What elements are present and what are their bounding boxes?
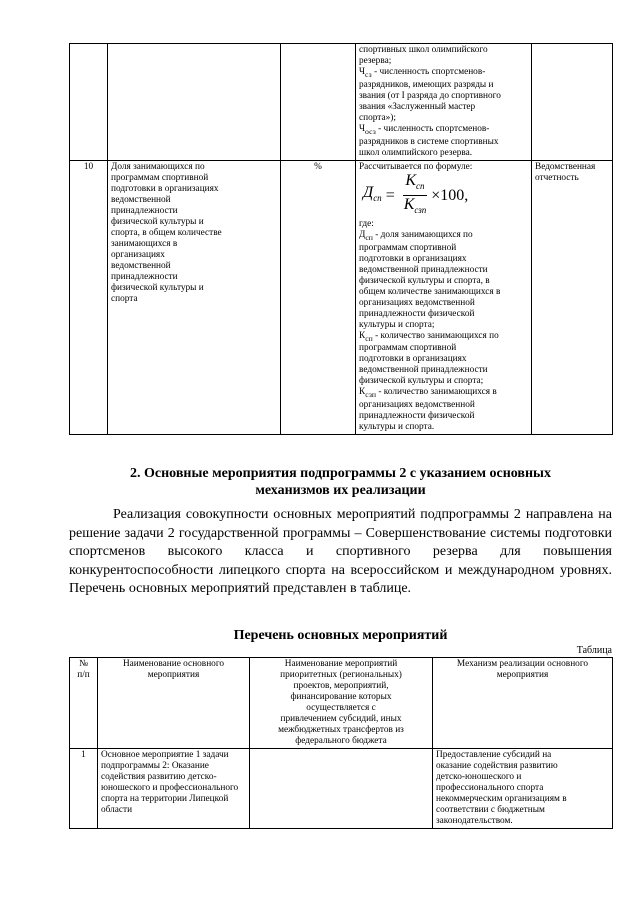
- mechanism-cell: [433, 749, 613, 829]
- body-paragraph: Реализация совокупности основных мероприятий подпрограммы 2 направлена на решение задачи 2 государственной программы – Совершенствование системы подготовки спортсменов высокого класса и спортивного резерва для повышения конкурентоспособности липецкого спорта на всероссийском и международном уровнях. Перечень основных мероприятий представлен в таблице.: [69, 507, 612, 597]
- text-line: где:: [359, 218, 374, 229]
- text-line: физической культуры и: [111, 216, 204, 227]
- text-line: проектов, мероприятий,: [293, 681, 389, 691]
- table-header-row: [70, 658, 613, 749]
- text-line: федерального бюджета: [295, 736, 387, 746]
- text-line: культуры и спорта;: [359, 319, 435, 330]
- text-line: $Ч_{сз}$ - численность спортсменов-: [359, 67, 486, 79]
- list-heading: Перечень основных мероприятий: [233, 628, 448, 643]
- row-number: 10: [70, 160, 108, 435]
- table-row: [70, 160, 613, 435]
- table-caption: Таблица: [576, 645, 612, 656]
- text-line: подготовки в организациях: [359, 253, 467, 264]
- table-row: [70, 749, 613, 829]
- text-line: Основное мероприятие 1 задачи: [101, 750, 229, 760]
- text-line: принадлежности физической: [359, 308, 475, 319]
- text-line: осуществляется с: [306, 703, 376, 713]
- text-line: детско-юношеского и: [436, 772, 522, 782]
- text-line: программам спортивной: [359, 242, 457, 253]
- text-line: оказание содействия развитию: [436, 761, 558, 771]
- method-heading: Рассчитывается по формуле:: [359, 161, 473, 172]
- text-line: межбюджетных трансфертов из: [278, 725, 404, 735]
- text-line: подготовки в организациях: [111, 183, 219, 194]
- text-line: Наименование мероприятий: [284, 659, 398, 669]
- text-line: некоммерческим организациям в: [436, 794, 567, 804]
- text-line: юношеского и профессионального: [101, 783, 239, 793]
- text-line: принадлежности: [111, 205, 178, 216]
- header-mechanism: [433, 658, 613, 749]
- text-line: области: [101, 805, 133, 815]
- text-line: ведомственной принадлежности: [359, 264, 488, 275]
- table-cell: [281, 44, 356, 161]
- measure-name-cell: [98, 749, 250, 829]
- text-line: спорта»);: [359, 112, 396, 123]
- text-line: принадлежности: [111, 271, 178, 282]
- text-line: разрядников в системе спортивных: [359, 136, 499, 147]
- text-line: №: [79, 659, 88, 669]
- text-line: законодательством.: [436, 816, 513, 826]
- text-line: Наименование основного: [122, 659, 225, 669]
- method-continuation-cell: [356, 44, 532, 161]
- text-line: $Ч_{осз}$ - численность спортсменов-: [359, 123, 490, 136]
- unit-cell: %: [281, 160, 356, 435]
- text-line: содействия развитию детско-: [101, 772, 217, 782]
- text-line: спорта: [111, 293, 138, 304]
- text-line: звания (от I разряда до спортивного: [359, 90, 501, 101]
- text-line: занимающихся в: [111, 238, 178, 249]
- text-line: разрядников, имеющих разряды и: [359, 79, 494, 90]
- text-line: отчетность: [535, 172, 579, 183]
- header-num: [70, 658, 98, 749]
- text-line: ведомственной: [111, 194, 171, 205]
- table-cell: [532, 44, 613, 161]
- text-line: $Д_{сп}$ - доля занимающихся по: [359, 229, 473, 242]
- text-line: спорта на территории Липецкой: [101, 794, 229, 804]
- text-line: физической культуры и: [111, 282, 204, 293]
- table-cell: [70, 44, 108, 161]
- text-line: подпрограммы 2: Оказание: [101, 761, 209, 771]
- text-line: физической культуры и спорта, в: [359, 275, 490, 286]
- section-heading: 2. Основные мероприятия подпрограммы 2 с указанием основных механизмов их реализации: [130, 466, 551, 498]
- text-line: Доля занимающихся по: [111, 161, 205, 172]
- text-line: мероприятия: [496, 670, 549, 680]
- source-cell: [532, 160, 613, 435]
- projects-cell: [250, 749, 433, 829]
- measures-table: [69, 657, 613, 829]
- text-line: программам спортивной: [111, 172, 209, 183]
- text-line: организациях ведомственной: [359, 297, 475, 308]
- text-line: принадлежности физической: [359, 411, 475, 422]
- header-name: [98, 658, 250, 749]
- text-line: ведомственной принадлежности: [359, 365, 488, 376]
- text-line: спорта, в общем количестве: [111, 227, 222, 238]
- text-line: Предоставление субсидий на: [436, 750, 552, 760]
- text-line: общем количестве занимающихся в: [359, 286, 501, 297]
- text-line: подготовки в организациях: [359, 354, 467, 365]
- text-line: п/п: [77, 670, 90, 680]
- text-line: резерва;: [359, 56, 392, 66]
- text-line: привлечением субсидий, иных: [280, 714, 402, 724]
- text-line: физической культуры и спорта;: [359, 376, 484, 387]
- text-line: $К_{сзп}$ - количество занимающихся в: [359, 387, 497, 400]
- text-line: Механизм реализации основного: [456, 659, 589, 669]
- text-line: финансирование которых: [290, 692, 392, 702]
- method-cell: [356, 160, 532, 435]
- text-line: мероприятия: [147, 670, 200, 680]
- text-line: звания «Заслуженный мастер: [359, 101, 476, 112]
- text-line: ведомственной: [111, 260, 171, 271]
- indicators-table: [69, 43, 613, 435]
- text-line: спортивных школ олимпийского: [359, 45, 488, 55]
- text-line: $К_{сп}$ - количество занимающихся по: [359, 330, 499, 343]
- row-number: 1: [70, 749, 98, 829]
- text-line: культуры и спорта.: [359, 422, 435, 433]
- text-line: организациях ведомственной: [359, 400, 475, 411]
- text-line: профессионального спорта: [436, 783, 544, 793]
- table-row: [70, 44, 613, 161]
- indicator-name-cell: [108, 160, 281, 435]
- text-line: Ведомственная: [535, 161, 596, 172]
- text-line: организациях: [111, 249, 165, 260]
- text-line: соответствии с бюджетным: [436, 805, 545, 815]
- text-line: школ олимпийского резерва.: [359, 147, 473, 158]
- text-line: приоритетных (региональных): [280, 670, 402, 680]
- formula: $Д_{сп}$ = $\frac{К_{сп}}{К_{сзп}}$ ×100,: [363, 172, 469, 216]
- header-projects: [250, 658, 433, 749]
- table-cell: [108, 44, 281, 161]
- text-line: программам спортивной: [359, 343, 457, 354]
